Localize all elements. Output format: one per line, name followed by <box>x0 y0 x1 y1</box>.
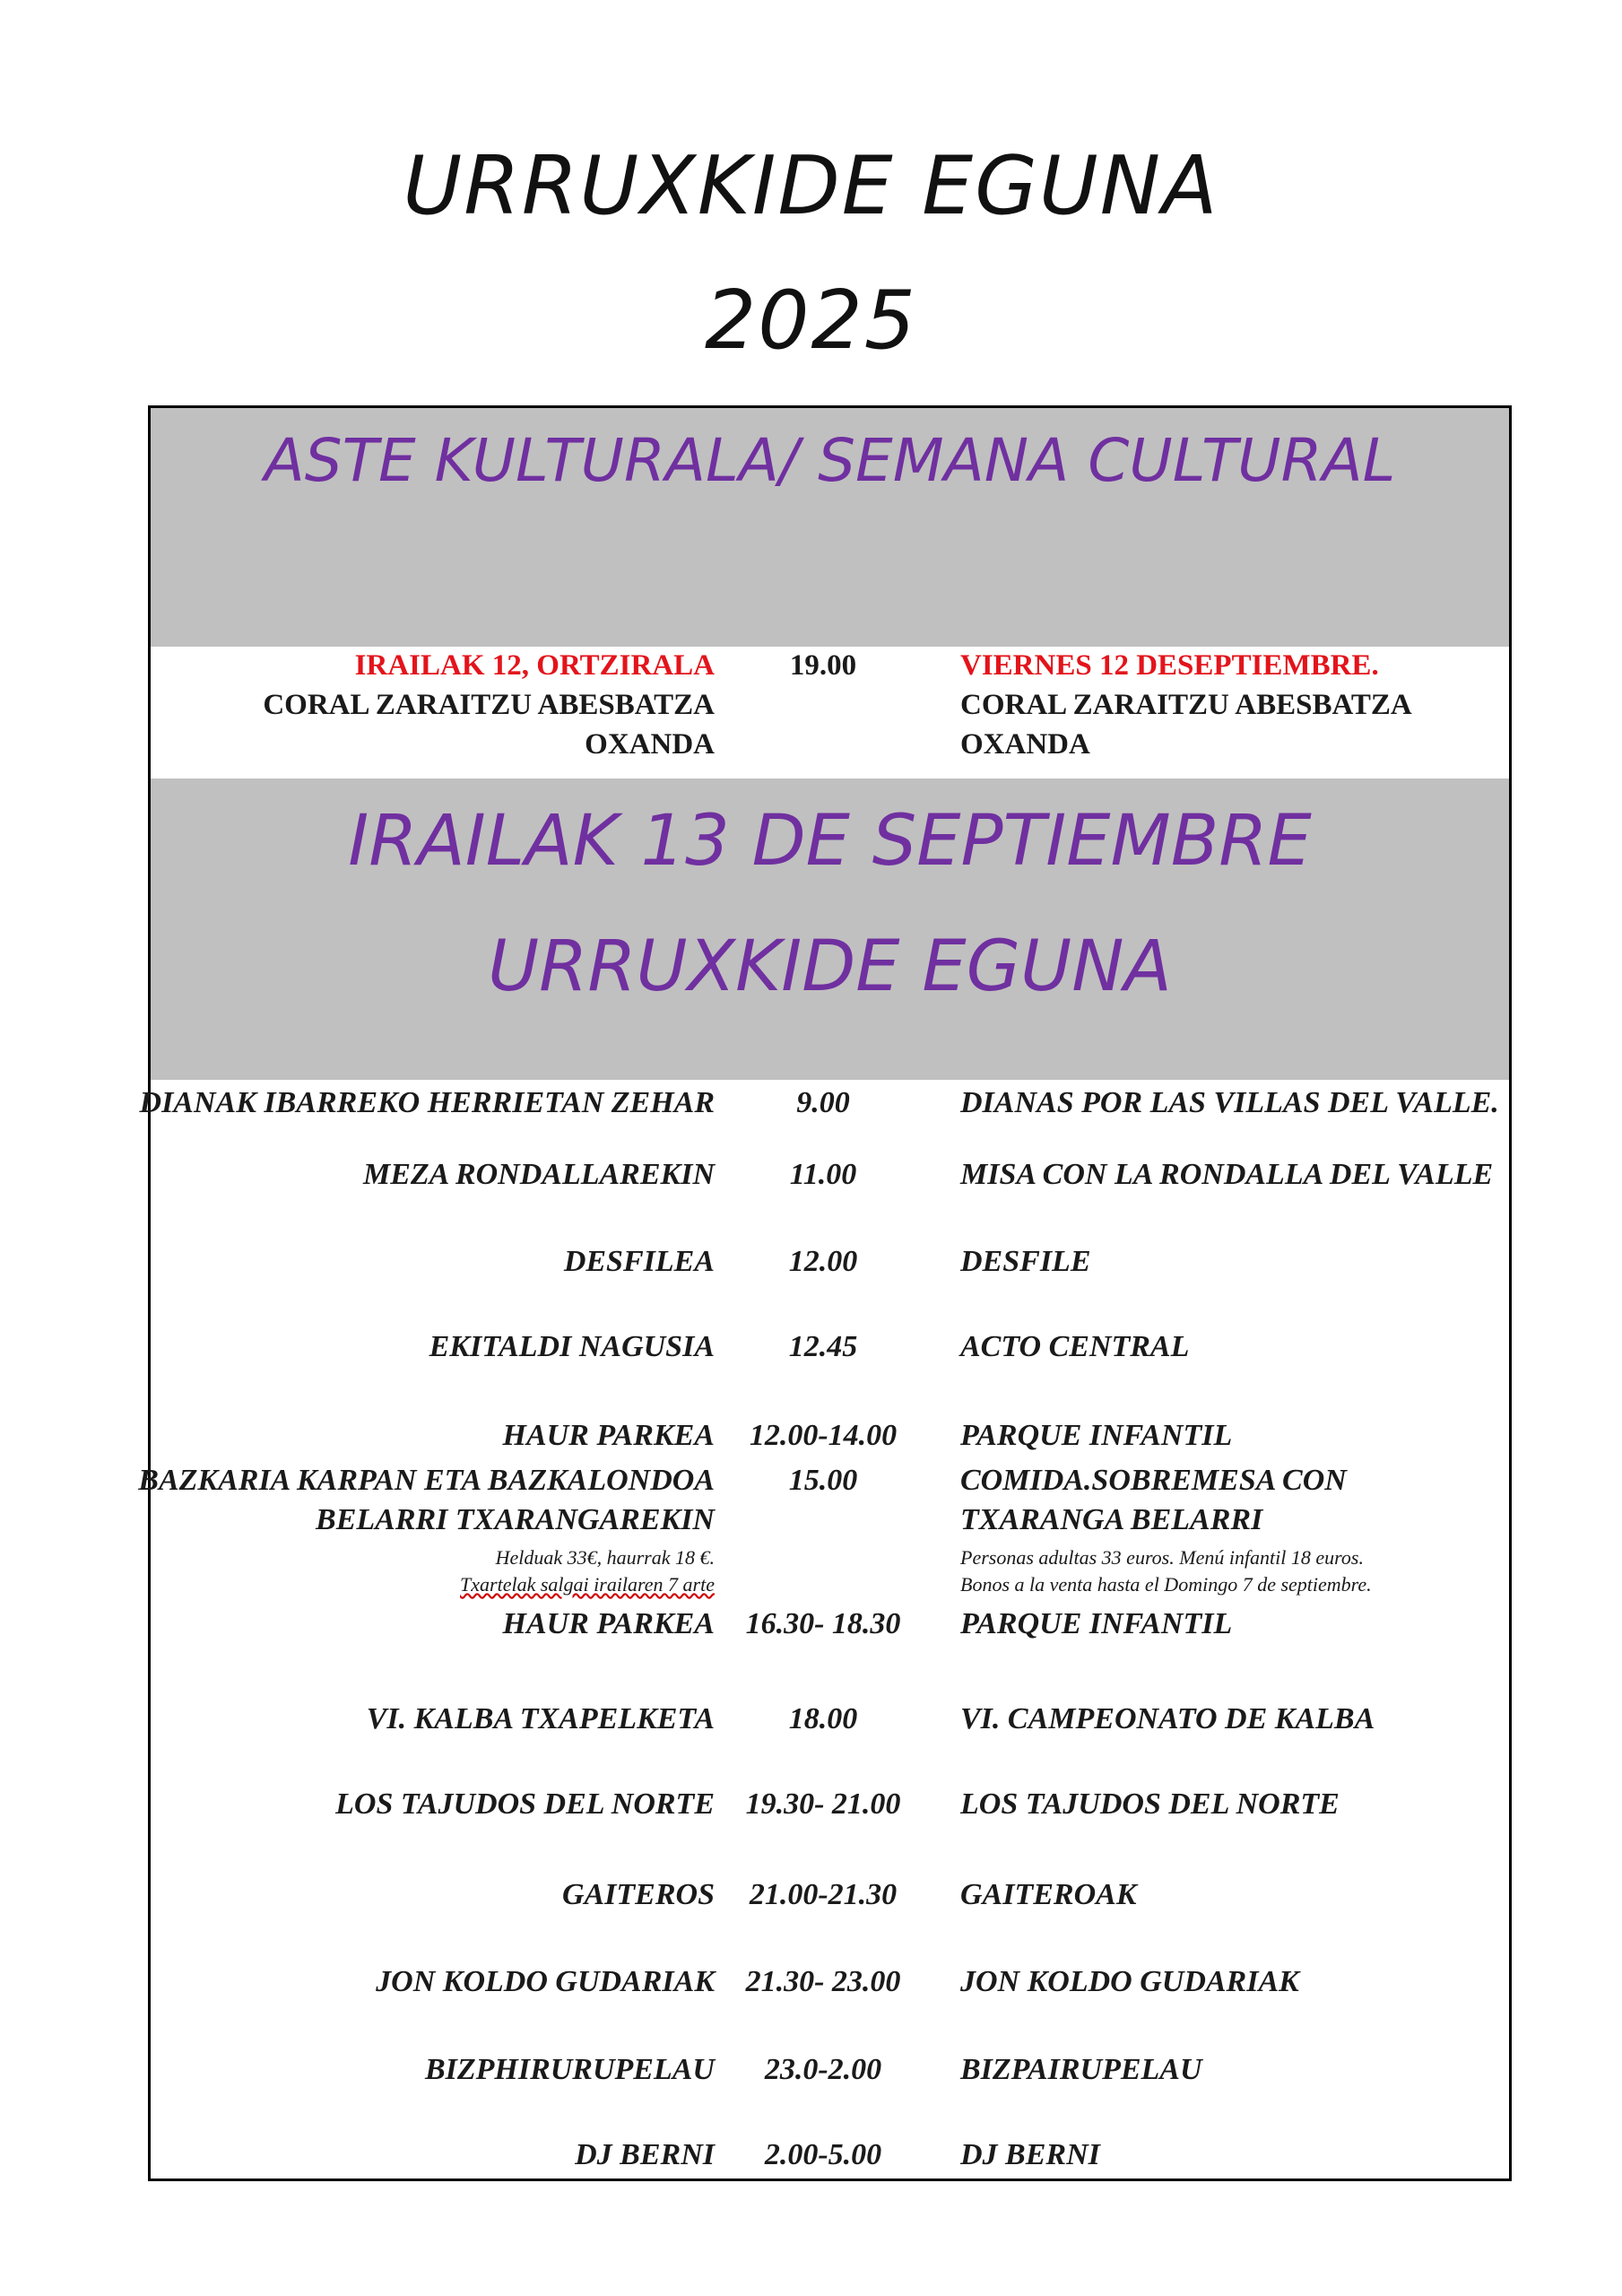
schedule-es: DIANAS POR LAS VILLAS DEL VALLE. <box>960 1086 1499 1119</box>
day-banner-line1: IRAILAK 13 DE SEPTIEMBRE <box>348 801 1312 882</box>
schedule-es: LOS TAJUDOS DEL NORTE <box>960 1787 1340 1821</box>
schedule-es: DJ BERNI <box>960 2138 1100 2171</box>
schedule-time: 12.45 <box>788 1330 858 1363</box>
friday-date-eu: IRAILAK 12, ORTZIRALA <box>354 649 715 682</box>
schedule-es: GAITEROAK <box>960 1878 1137 1911</box>
schedule-time: 12.00 <box>788 1245 858 1278</box>
friday-act-eu-line1: CORAL ZARAITZU ABESBATZA <box>263 689 715 721</box>
schedule-es: MISA CON LA RONDALLA DEL VALLE <box>960 1158 1494 1191</box>
schedule-time: 2.00-5.00 <box>764 2138 882 2171</box>
schedule-time: 23.0-2.00 <box>764 2053 882 2086</box>
day-banner-line2: URRUXKIDE EGUNA <box>488 926 1172 1007</box>
schedule-time: 21.00-21.30 <box>749 1878 898 1911</box>
lunch-note-eu-line1: Helduak 33€, haurrak 18 €. <box>495 1546 715 1569</box>
week-banner <box>151 408 1509 647</box>
schedule-es: PARQUE INFANTIL <box>960 1607 1233 1640</box>
schedule-es: JON KOLDO GUDARIAK <box>960 1965 1299 1998</box>
schedule-eu: BAZKARIA KARPAN ETA BAZKALONDOA <box>138 1464 715 1497</box>
schedule-es: BIZPAIRUPELAU <box>960 2053 1202 2086</box>
schedule-eu: VI. KALBA TXAPELKETA <box>366 1702 715 1735</box>
schedule-time: 16.30- 18.30 <box>745 1607 901 1640</box>
schedule-eu: BIZPHIRURUPELAU <box>424 2053 715 2086</box>
page-title: URRUXKIDE EGUNA <box>403 139 1219 233</box>
friday-time: 19.00 <box>789 649 857 682</box>
schedule-eu: GAITEROS <box>561 1878 715 1911</box>
friday-act-eu-line2: OXANDA <box>585 728 715 761</box>
schedule-eu: HAUR PARKEA <box>502 1419 715 1452</box>
week-banner-text: ASTE KULTURALA/ SEMANA CULTURAL <box>264 426 1396 495</box>
friday-act-es-line2: OXANDA <box>960 728 1090 761</box>
schedule-eu: LOS TAJUDOS DEL NORTE <box>335 1787 715 1821</box>
schedule-eu: DIANAK IBARREKO HERRIETAN ZEHAR <box>139 1086 715 1119</box>
schedule-time: 19.30- 21.00 <box>745 1787 901 1821</box>
schedule-es: DESFILE <box>960 1245 1091 1278</box>
schedule-eu: MEZA RONDALLAREKIN <box>362 1158 715 1191</box>
friday-date-es: VIERNES 12 DESEPTIEMBRE. <box>960 649 1379 682</box>
schedule-es: ACTO CENTRAL <box>960 1330 1190 1363</box>
schedule-time: 11.00 <box>789 1158 857 1191</box>
lunch-note-es-line1: Personas adultas 33 euros. Menú infantil 18 euros. <box>960 1546 1364 1569</box>
schedule-eu: JON KOLDO GUDARIAK <box>376 1965 715 1998</box>
schedule-eu: DESFILEA <box>563 1245 715 1278</box>
page-year: 2025 <box>704 274 918 368</box>
lunch-note-es-line2: Bonos a la venta hasta el Domingo 7 de septiembre. <box>960 1573 1372 1596</box>
schedule-time: 15.00 <box>788 1464 858 1497</box>
lunch-note-eu-line2: Txartelak salgai irailaren 7 arte <box>460 1573 715 1596</box>
schedule-es: VI. CAMPEONATO DE KALBA <box>960 1702 1375 1735</box>
schedule-time: 12.00-14.00 <box>749 1419 898 1452</box>
schedule-es: PARQUE INFANTIL <box>960 1419 1233 1452</box>
schedule-time: 18.00 <box>788 1702 858 1735</box>
day-banner <box>151 778 1509 1080</box>
schedule-time: 9.00 <box>796 1086 850 1119</box>
program-frame <box>138 405 1512 2181</box>
schedule-eu-line2: BELARRI TXARANGAREKIN <box>316 1503 715 1536</box>
schedule-es: COMIDA.SOBREMESA CON <box>960 1464 1347 1497</box>
schedule-es-line2: TXARANGA BELARRI <box>960 1503 1263 1536</box>
friday-act-es-line1: CORAL ZARAITZU ABESBATZA <box>960 689 1412 721</box>
schedule-eu: DJ BERNI <box>575 2138 715 2171</box>
schedule-eu: EKITALDI NAGUSIA <box>429 1330 715 1363</box>
schedule-time: 21.30- 23.00 <box>745 1965 901 1998</box>
schedule-eu: HAUR PARKEA <box>502 1607 715 1640</box>
